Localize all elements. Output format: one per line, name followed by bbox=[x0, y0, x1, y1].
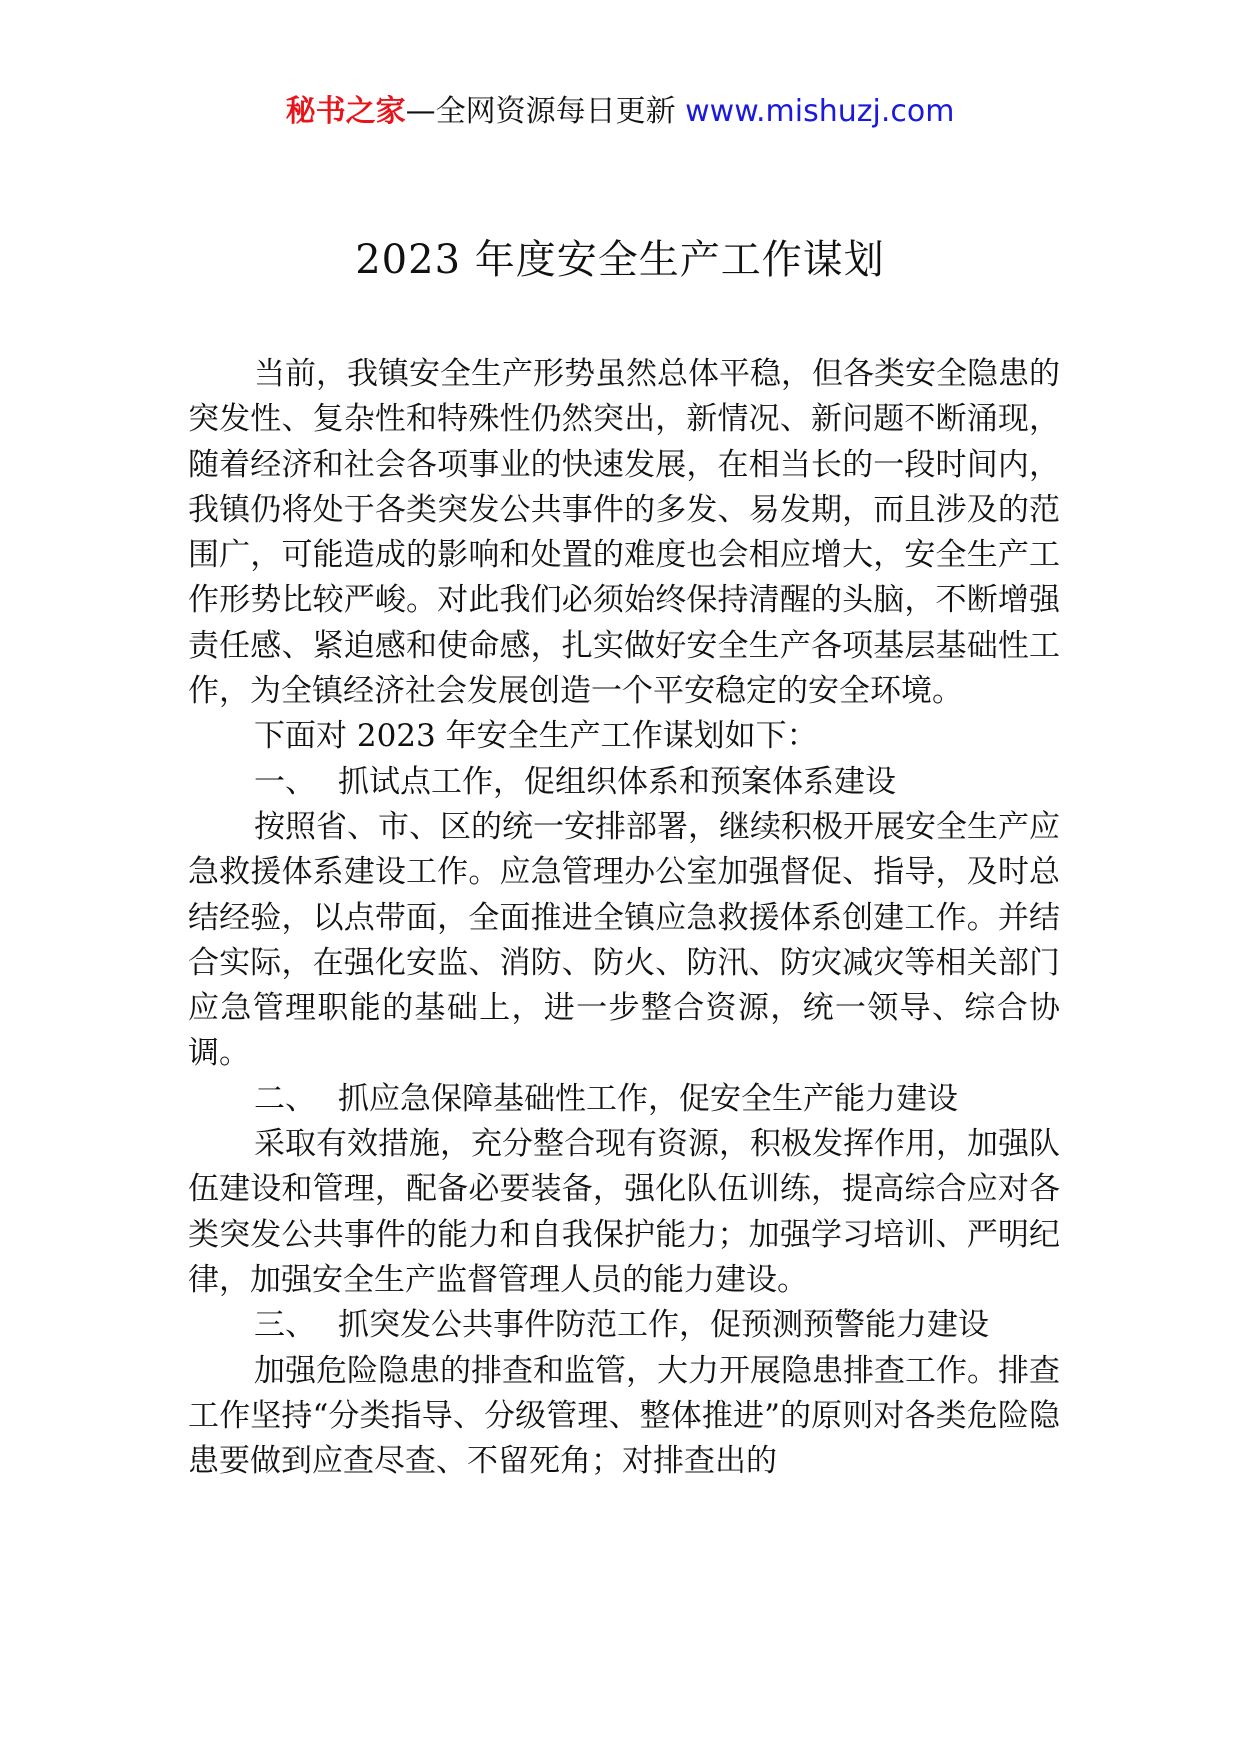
section-paragraph: 按照省、市、区的统一安排部署，继续积极开展安全生产应急救援体系建设工作。应急管理办公室加强督促、指导，及时总结经验，以点带面，全面推进全镇应急救援体系创建工作。并结合实际，在强化安监、消防、防火、防汛、防灾减灾等相关部门应急管理职能的基础上，进一步整合资源，统一领导、综合协调。 bbox=[188, 808, 1060, 1072]
section-number: 一、 bbox=[254, 763, 316, 800]
section-heading bbox=[188, 760, 1060, 805]
section-paragraph: 加强危险隐患的排查和监管，大力开展隐患排查工作。排查工作坚持“分类指导、分级管理、整体推进”的原则对各类危险隐患要做到应查尽查、不留死角；对排查出的 bbox=[188, 1352, 1060, 1480]
document-body bbox=[188, 352, 1060, 1484]
section-heading-text: 抓突发公共事件防范工作，促预测预警能力建设 bbox=[338, 1307, 989, 1344]
site-url-link[interactable]: www.mishuzj.com bbox=[685, 94, 955, 129]
section-paragraph: 采取有效措施，充分整合现有资源，积极发挥作用，加强队伍建设和管理，配备必要装备，强化队伍训练，提高综合应对各类突发公共事件的能力和自我保护能力；加强学习培训、严明纪律，加强安全生产监督管理人员的能力建设。 bbox=[188, 1126, 1060, 1298]
section-heading bbox=[188, 1077, 1060, 1122]
site-header bbox=[0, 92, 1240, 132]
document-title: 2023 年度安全生产工作谋划 bbox=[355, 237, 885, 283]
section-heading bbox=[188, 1303, 1060, 1348]
lead-paragraph: 下面对 2023 年安全生产工作谋划如下： bbox=[254, 718, 818, 755]
section-number: 三、 bbox=[254, 1307, 316, 1344]
section-heading-text: 抓试点工作，促组织体系和预案体系建设 bbox=[338, 763, 896, 800]
brand-name: 秘书之家 bbox=[285, 94, 406, 129]
intro-paragraph: 当前，我镇安全生产形势虽然总体平稳，但各类安全隐患的突发性、复杂性和特殊性仍然突出，新情况、新问题不断涌现，随着经济和社会各项事业的快速发展，在相当长的一段时间内，我镇仍将处于各类突发公共事件的多发、易发期，而且涉及的范围广，可能造成的影响和处置的难度也会相应增大，安全生产工作形势比较严峻。对此我们必须始终保持清醒的头脑，不断增强责任感、紧迫感和使命感，扎实做好安全生产各项基层基础性工作，为全镇经济社会发展创造一个平安稳定的安全环境。 bbox=[188, 356, 1060, 710]
site-tagline: —全网资源每日更新 bbox=[405, 94, 676, 129]
section-number: 二、 bbox=[254, 1080, 316, 1117]
section-heading-text: 抓应急保障基础性工作，促安全生产能力建设 bbox=[338, 1080, 958, 1117]
